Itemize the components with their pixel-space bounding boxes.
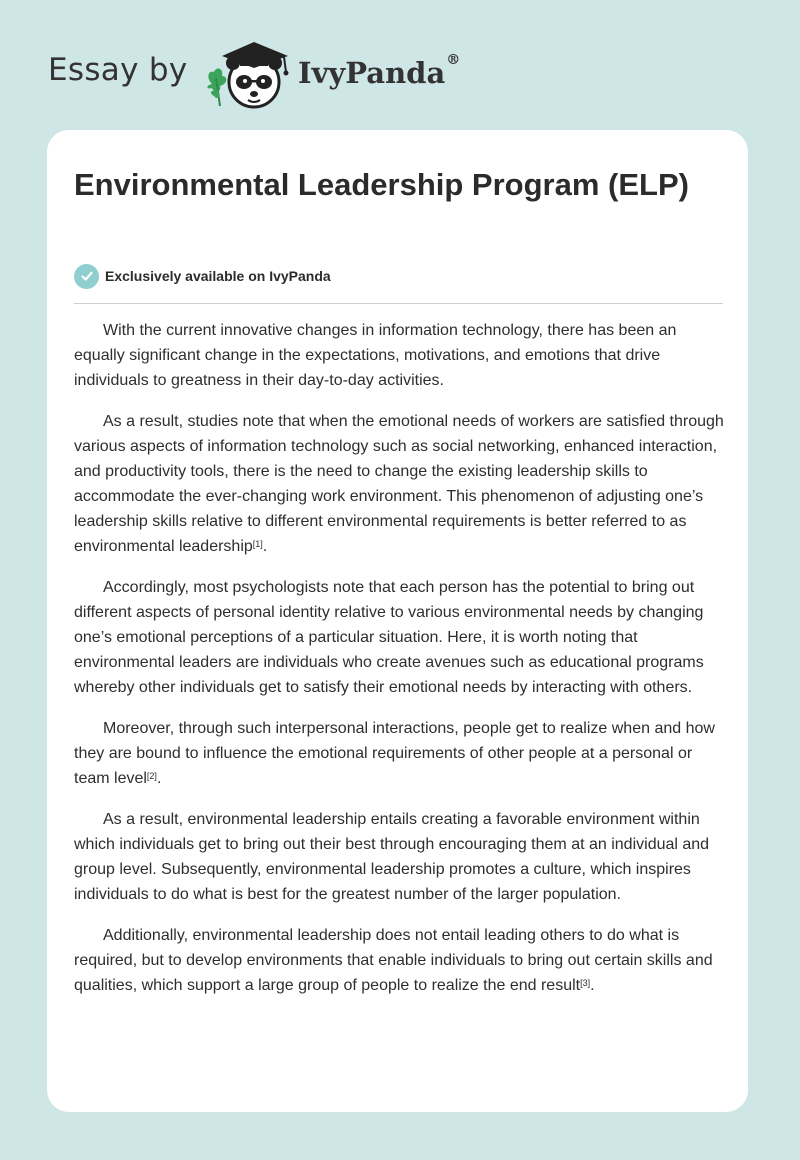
paragraph <box>74 716 724 791</box>
essay-card <box>47 130 748 1112</box>
paragraph <box>74 409 724 559</box>
divider <box>74 303 723 304</box>
paragraph-text: Accordingly, most psychologists note that each person has the potential to bring out different aspects of personal identity relative to various environmental needs by changing one’s emotional perceptions of a particular situation. Here, it is worth noting that environmental leaders are individuals who create avenues such as educational programs whereby other individuals get to satisfy their emotional needs by interacting with others. <box>74 579 704 696</box>
paragraph-text: As a result, environmental leadership entails creating a favorable environment within which individuals get to bring out their best through encouraging them at an individual and group level. Subsequently, environmental leadership promotes a culture, which inspires individuals to do what is best for the greatest number of the larger population. <box>74 811 710 903</box>
page-title: Environmental Leadership Program (ELP) <box>74 167 689 202</box>
badge-label: Exclusively available on IvyPanda <box>105 268 331 284</box>
paragraph <box>74 575 724 700</box>
ivy-leaf-icon <box>207 69 226 106</box>
paragraph-end: . <box>262 538 268 555</box>
paragraph-end: . <box>590 977 595 994</box>
essay-by-label: Essay by <box>48 52 188 88</box>
brand-name[interactable] <box>298 52 461 90</box>
panda-graduate-icon <box>202 34 292 114</box>
registered-mark: ® <box>446 52 461 68</box>
footnote-ref-1[interactable]: [1] <box>252 539 263 549</box>
essay-body <box>74 318 724 1014</box>
paragraph <box>74 807 724 907</box>
paragraph <box>74 923 724 998</box>
paragraph-end: . <box>156 770 162 787</box>
exclusive-badge <box>74 263 331 289</box>
paragraph-text: As a result, studies note that when the emotional needs of workers are satisfied through various aspects of information technology such as social networking, enhanced interaction, and productivity tools, there is the need to change the existing leadership skills to accommodate the ever-changing work environment. This phenomenon of adjusting one’s leadership skills relative to different environmental requirements is better referred to as environmental leadership <box>74 413 724 555</box>
footnote-ref-3[interactable]: [3] <box>580 978 591 988</box>
paragraph-text: Additionally, environmental leadership does not entail leading others to do what is required, but to develop environments that enable individuals to bring out certain skills and qualities, which support a large group of people to realize the end result <box>74 927 713 994</box>
paragraph-text: With the current innovative changes in information technology, there has been an equally significant change in the expectations, motivations, and emotions that drive individuals to greatness in their day-to-day activities. <box>74 322 677 389</box>
checkmark-icon <box>74 264 99 289</box>
paragraph <box>74 318 724 393</box>
brand-text: IvyPanda <box>298 56 446 90</box>
footnote-ref-2[interactable]: [2] <box>146 771 157 781</box>
ivypanda-logo[interactable] <box>202 34 292 114</box>
site-header <box>48 30 548 114</box>
paragraph-text: Moreover, through such interpersonal interactions, people get to realize when and how they are bound to influence the emotional requirements of other people at a personal or team level <box>74 720 715 787</box>
